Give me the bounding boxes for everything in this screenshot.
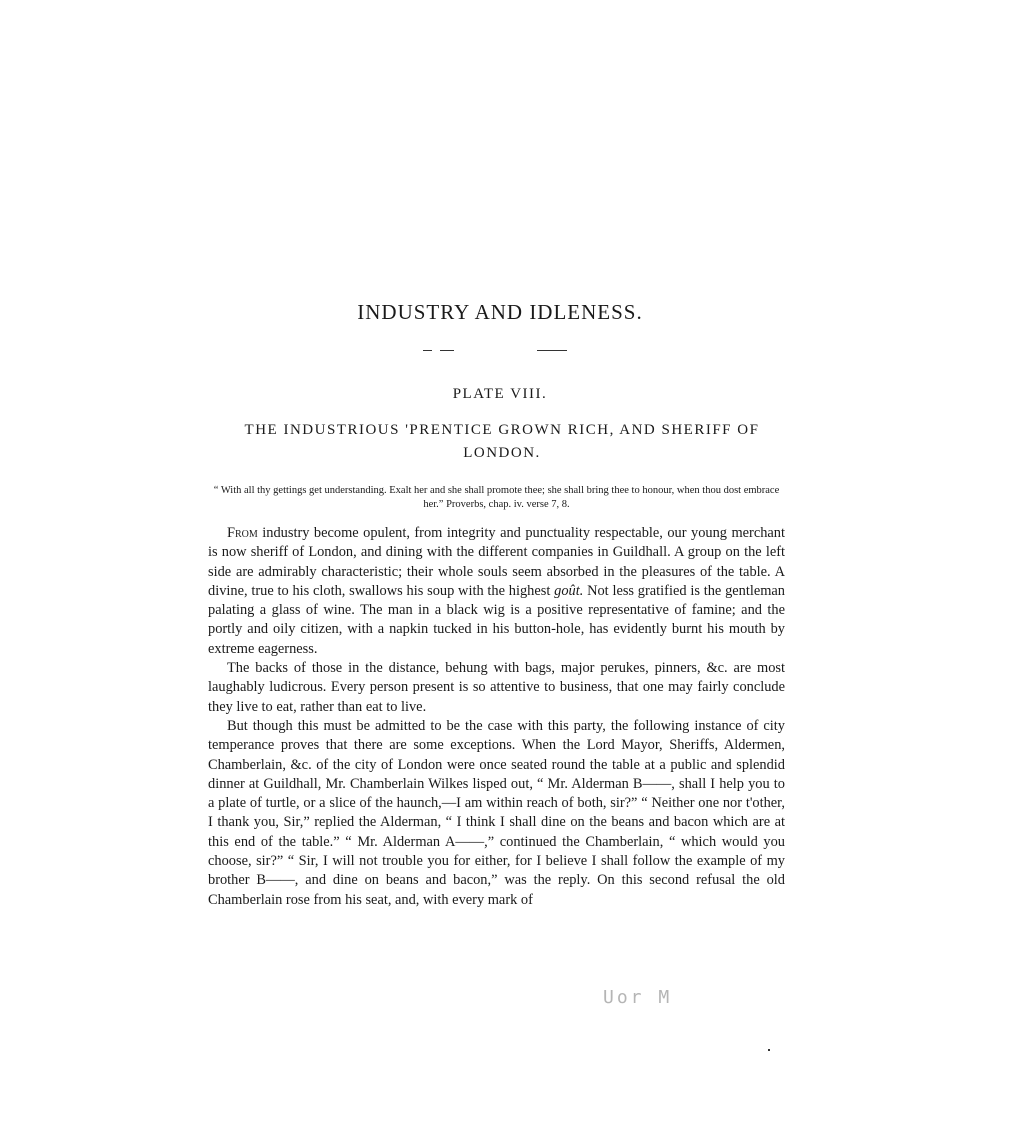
paragraph: But though this must be admitted to be the case with this party, the following instance of city temperance proves that there are some exceptions. When the Lord Mayor, Sheriffs, Aldermen, Chamberlain, &c. of the city of London were once seated round the table at a public and splendid dinner at Guildhall, Mr. Chamberlain Wilkes lisped out, “ Mr. Alderman B——, shall I help you to a plate of turtle, or a slice of the haunch,—I am within reach of both, sir?” “ Neither one nor t'other, I thank you, Sir,” replied the Alderman, “ I think I shall dine on the beans and bacon which are at this end of the table.” “ Mr. Alderman A——,” continued the Chamberlain, “ which would you choose, sir?” “ Sir, I will not trouble you for either, for I believe I shall follow the example of my brother B——, and dine on beans and bacon,” was the reply. On this second refusal the old Chamberlain rose from his seat, and, with every mark of <box>208 717 785 908</box>
paragraph: The backs of those in the distance, behung with bags, major perukes, pinners, &c. are most laughably ludicrous. Every person present is so attentive to business, that one may fairly conclude they live to eat, rather than eat to live. <box>208 660 785 715</box>
epigraph: “ With all thy gettings get understanding. Exalt her and she shall promote thee; she shall bring thee to honour, when thou dost embrace her.” Proverbs, chap. iv. verse 7, 8. <box>213 485 780 510</box>
drop-word: From <box>227 525 258 541</box>
plate-subtitle: THE INDUSTRIOUS 'PRENTICE GROWN RICH, AND SHERIFF OF LONDON. <box>244 422 760 461</box>
italic-word: goût. <box>554 582 584 599</box>
ornamental-rule <box>423 350 432 351</box>
paragraph-text: industry become opulent, from integrity and punctuality respectable, our young merchant is now sheriff of London, and dining with the different companies in Guildhall. A group on the left side are admirably characteristic; their whole souls seem absorbed in the pleasures of the table. A divine, true to his cloth, swallows his soup with the highest <box>208 525 785 599</box>
plate-label: PLATE VIII. <box>452 386 548 402</box>
page-title: INDUSTRY AND IDLENESS. <box>357 300 643 324</box>
scan-speck <box>768 1049 770 1051</box>
ornamental-rule <box>537 350 567 351</box>
body-text <box>208 524 785 910</box>
paragraph-text: Not less gratified is the gentleman palating a glass of wine. The man in a black wig is a positive representative of famine; and the portly and oily citizen, with a napkin tucked in his button-hole, has evidently burnt his mouth by extreme eagerness. <box>208 582 786 657</box>
paragraph <box>208 524 785 659</box>
ornamental-rule <box>440 350 454 351</box>
library-stamp: Uor M <box>603 987 673 1008</box>
